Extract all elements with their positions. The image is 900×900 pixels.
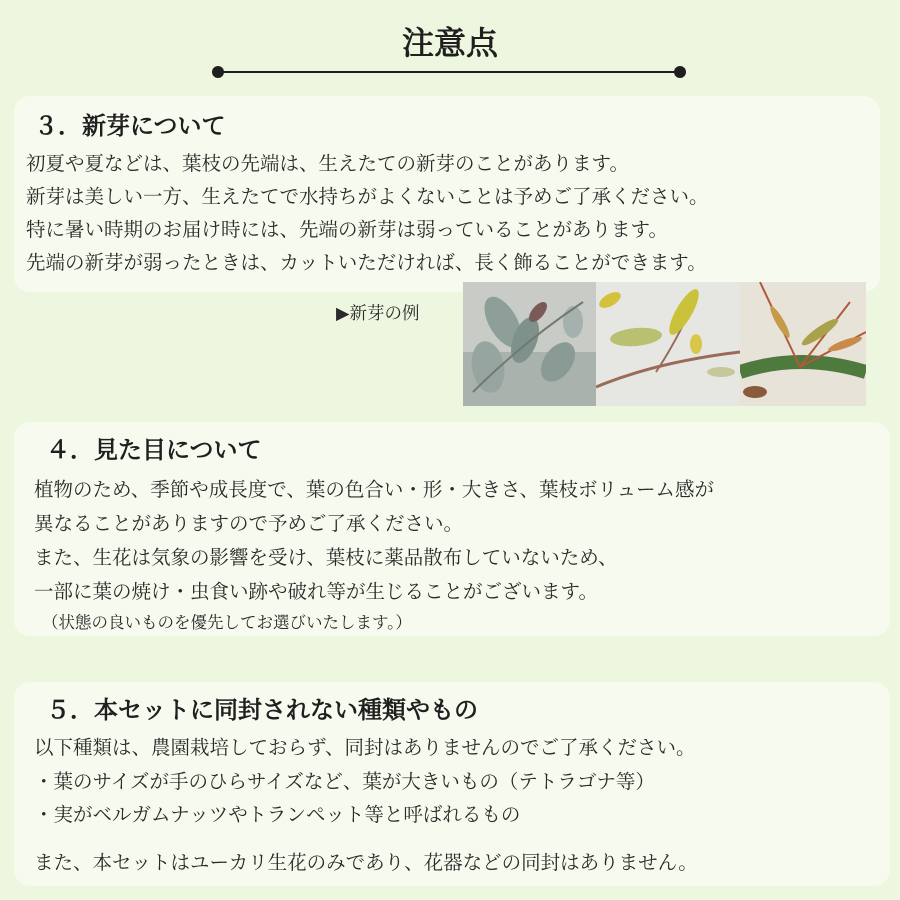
section-list-item: ・実がベルガムナッツやトランペット等と呼ばれるもの [34,803,521,826]
section-line: 新芽は美しい一方、生えたてで水持ちがよくないことは予めご了承ください。 [26,185,709,208]
section-line: 以下種類は、農園栽培しておらず、同封はありませんのでご了承ください。 [34,736,696,759]
photo-yellow-leaves [596,282,740,406]
divider-dot-right [674,66,686,78]
section-line: 特に暑い時期のお届け時には、先端の新芽は弱っていることがあります。 [26,218,668,241]
section-new-shoots [14,96,880,292]
example-label: ▶新芽の例 [336,304,420,324]
divider-dot-left [212,66,224,78]
section-excluded-items [14,682,890,886]
photo-grey-leaves [463,282,596,406]
section-line: 植物のため、季節や成長度で、葉の色合い・形・大きさ、葉枝ボリューム感が [34,478,714,501]
section-line: また、本セットはユーカリ生花のみであり、花器などの同封はありません。 [34,851,698,874]
section-list-item: ・葉のサイズが手のひらサイズなど、葉が大きいもの（テトラゴナ等） [34,770,655,793]
section-line: また、生花は気象の影響を受け、葉枝に薬品散布していないため、 [34,546,618,569]
section-appearance [14,422,890,636]
photo-red-stem-leaves [740,282,866,406]
section-line: 異なることがありますので予めご了承ください。 [34,512,464,535]
title-divider [218,71,680,73]
section-title: ４．見た目について [46,436,262,464]
section-line: 先端の新芽が弱ったときは、カットいただければ、長く飾ることができます。 [26,251,707,274]
section-line: 一部に葉の焼け・虫食い跡や破れ等が生じることがございます。 [34,580,598,603]
new-shoot-example-photos [463,282,866,406]
section-note: （状態の良いものを優先してお選びいたします。） [42,613,412,632]
page-title: 注意点 [401,24,498,62]
section-title: ５．本セットに同封されない種類やもの [46,696,478,724]
section-line: 初夏や夏などは、葉枝の先端は、生えたての新芽のことがあります。 [26,152,629,175]
section-title: ３．新芽について [34,112,226,140]
